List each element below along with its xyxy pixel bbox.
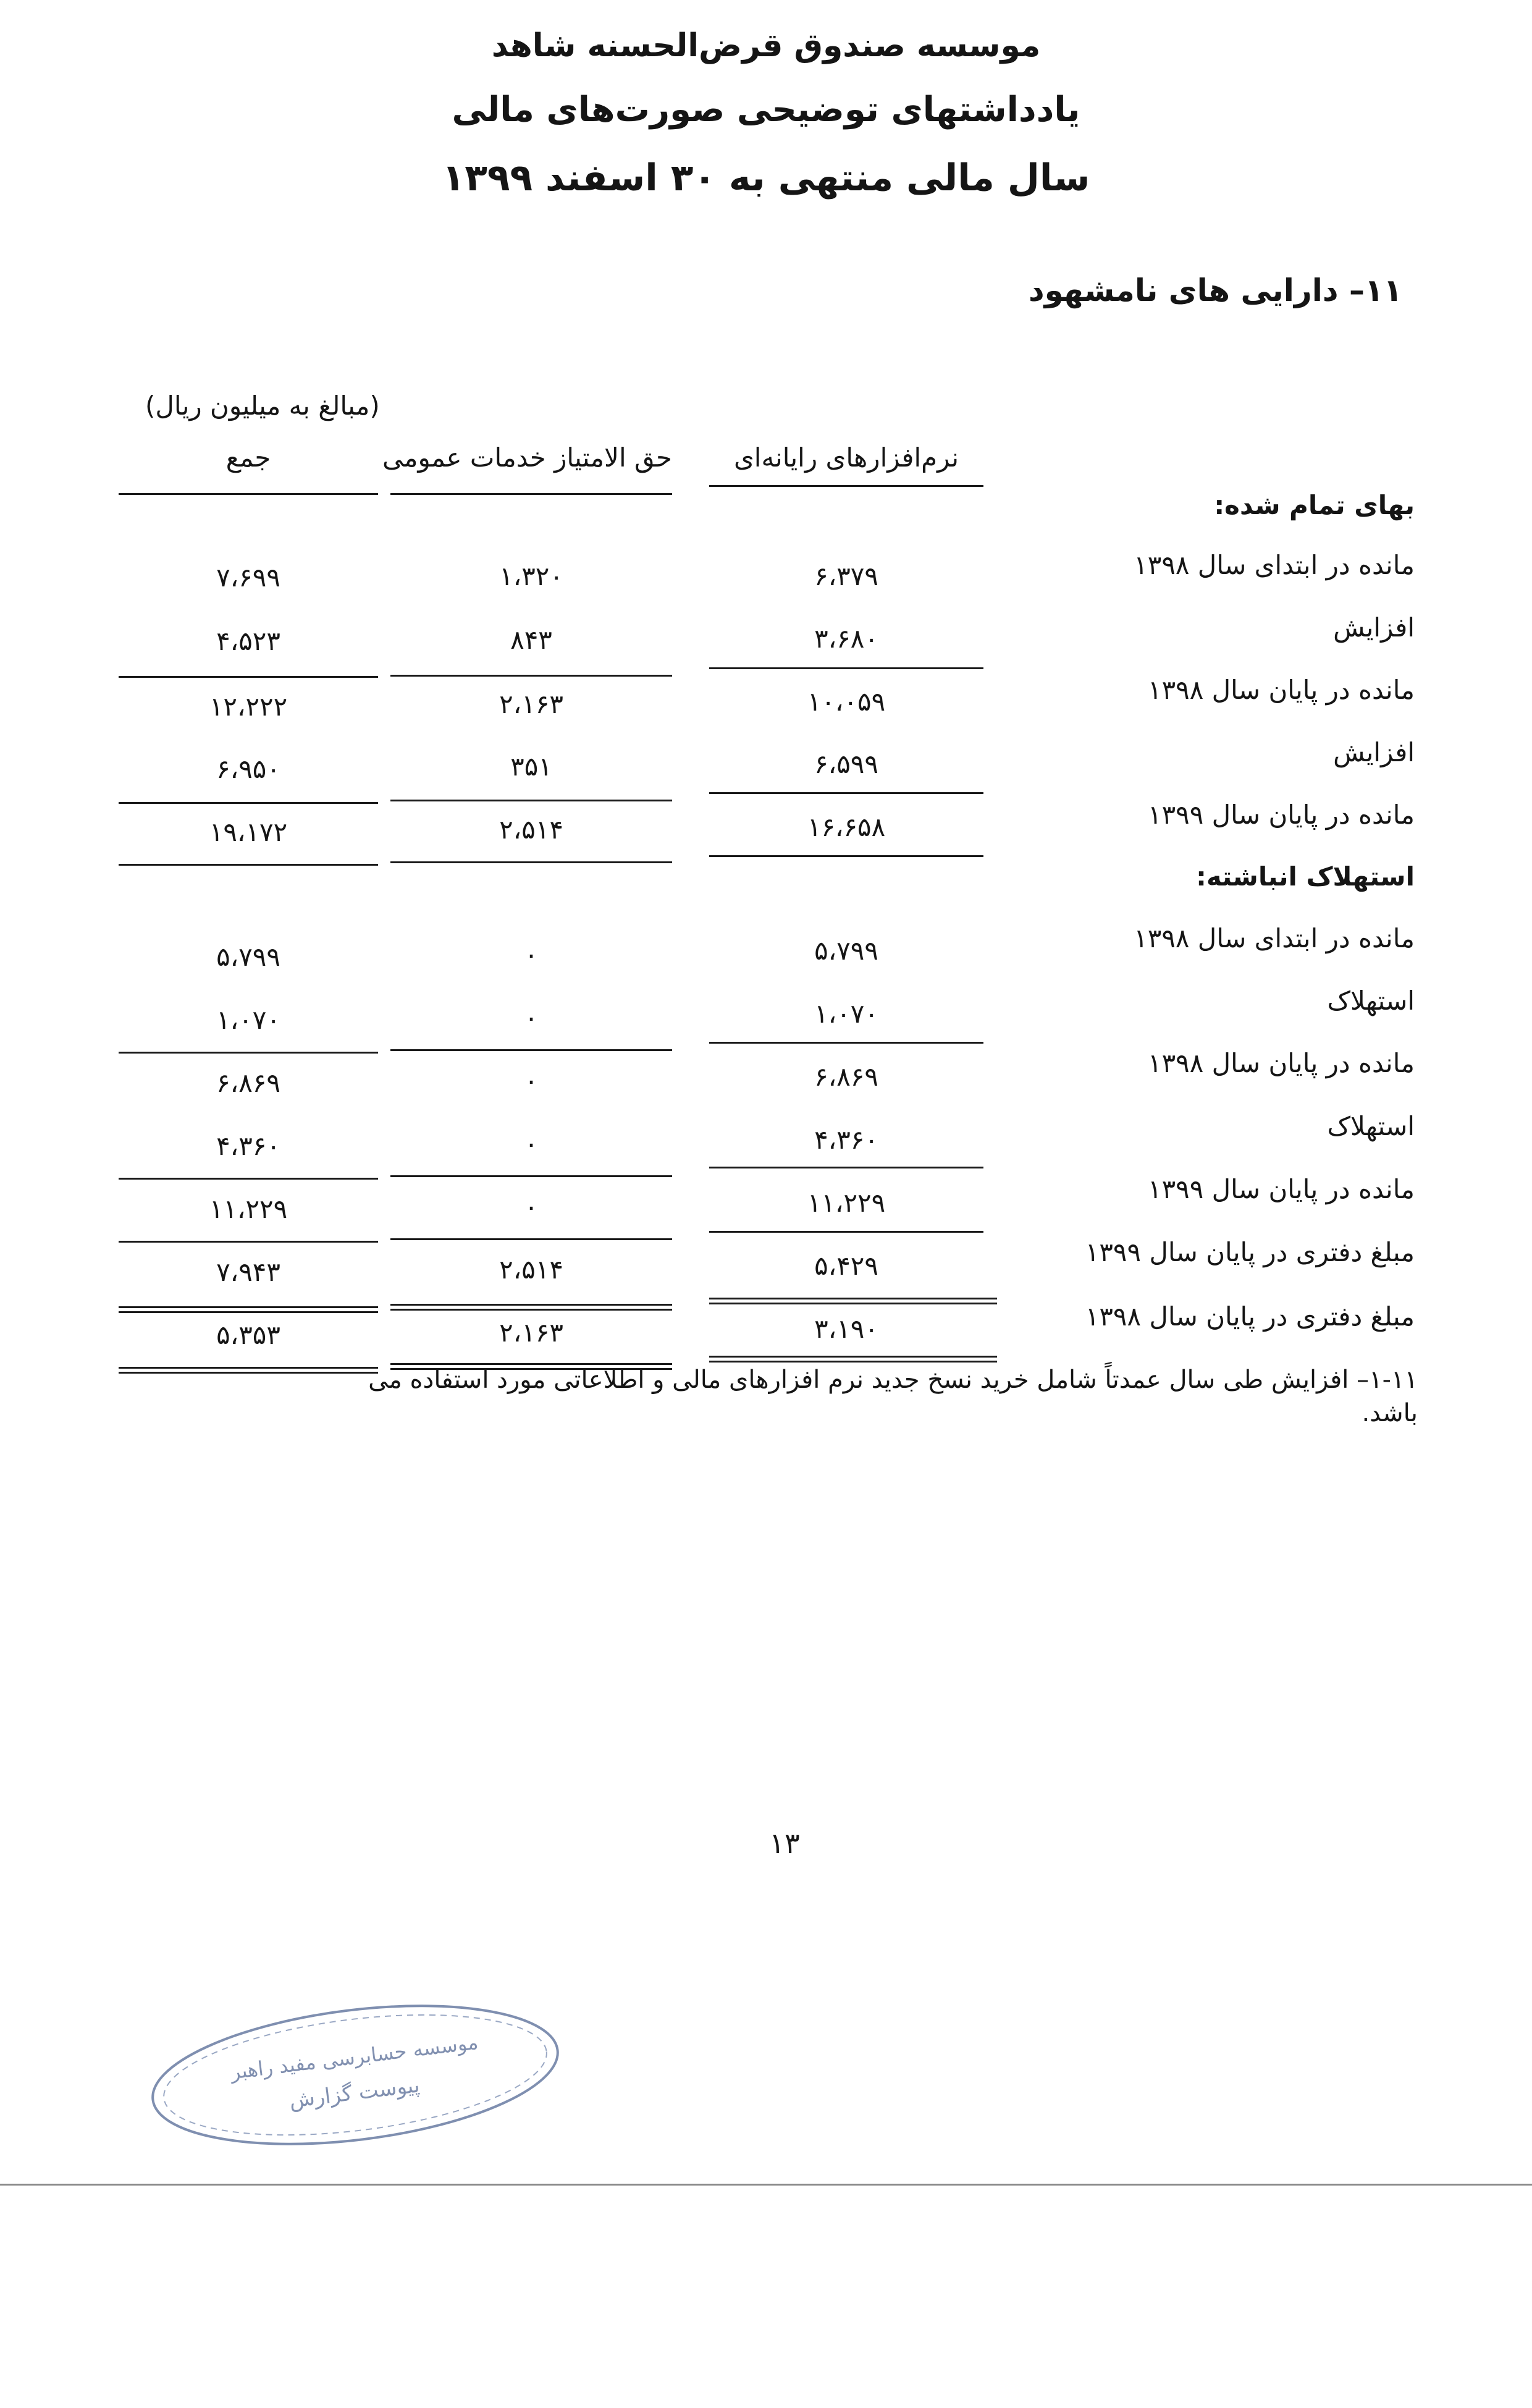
cell-franchise: ۲،۵۱۴ [499, 814, 563, 845]
total-rule [390, 861, 672, 863]
double-rule [119, 1367, 378, 1374]
double-rule [390, 1304, 672, 1311]
cell-total: ۱۹،۱۷۲ [209, 817, 288, 847]
row-label: مانده در ابتدای سال ۱۳۹۸ [1134, 923, 1415, 953]
row-label: مبلغ دفتری در پایان سال ۱۳۹۸ [1085, 1301, 1415, 1332]
amortization-heading: استهلاک انباشته: [1196, 861, 1415, 892]
row-label: مانده در ابتدای سال ۱۳۹۸ [1134, 550, 1415, 580]
stamp-line1: موسسه حسابرسی مفید راهبر [229, 2030, 480, 2084]
cell-total: ۷،۶۹۹ [216, 562, 280, 593]
cell-software: ۱۱،۲۲۹ [807, 1188, 886, 1218]
total-rule [709, 855, 983, 857]
cell-franchise: ۰ [524, 1002, 539, 1033]
cell-franchise: ۱،۳۲۰ [499, 561, 563, 591]
cell-total: ۵،۳۵۳ [216, 1320, 280, 1350]
cell-franchise: ۳۵۱ [510, 751, 552, 782]
organization-title: موسسه صندوق قرض‌الحسنه شاهد [491, 27, 1041, 64]
row-label: مبلغ دفتری در پایان سال ۱۳۹۹ [1085, 1237, 1415, 1267]
cell-software: ۶،۳۷۹ [814, 561, 878, 591]
cell-software: ۵،۷۹۹ [814, 936, 878, 966]
cell-software: ۱۰،۰۵۹ [807, 686, 886, 717]
cell-total: ۱،۰۷۰ [216, 1005, 280, 1035]
cell-franchise: ۲،۱۶۳ [499, 689, 563, 719]
cell-franchise: ۲،۱۶۳ [499, 1317, 563, 1348]
cell-total: ۶،۹۵۰ [216, 754, 280, 784]
subtotal-rule [390, 675, 672, 677]
cell-total: ۵،۷۹۹ [216, 942, 280, 972]
cell-software: ۱،۰۷۰ [814, 999, 878, 1029]
subtotal-rule [709, 792, 983, 794]
cell-software: ۵،۴۲۹ [814, 1251, 878, 1281]
cell-software: ۴،۳۶۰ [814, 1125, 878, 1155]
subtotal-rule [390, 1238, 672, 1240]
cell-software: ۶،۵۹۹ [814, 749, 878, 779]
cell-total: ۱۲،۲۲۲ [209, 691, 288, 722]
cell-total: ۷،۹۴۳ [216, 1257, 280, 1287]
row-label: افزایش [1333, 612, 1415, 643]
row-label: افزایش [1333, 737, 1415, 767]
row-label: استهلاک [1327, 986, 1415, 1016]
row-label: مانده در پایان سال ۱۳۹۹ [1148, 800, 1415, 830]
subtotal-rule [390, 1175, 672, 1177]
column-header-franchise: حق الامتیاز خدمات عمومی [382, 442, 672, 473]
cell-franchise: ۰ [524, 1128, 539, 1159]
units-note: (مبالغ به میلیون ریال) [145, 391, 380, 421]
cell-franchise: ۲،۵۱۴ [499, 1254, 563, 1285]
subtotal-rule [119, 1052, 378, 1054]
cell-software: ۱۶،۶۵۸ [807, 812, 886, 842]
row-label: مانده در پایان سال ۱۳۹۸ [1148, 675, 1415, 705]
subtotal-rule [119, 1241, 378, 1243]
subtotal-rule [390, 1049, 672, 1051]
footnote: ۱-۱۱– افزایش طی سال عمدتاً شامل خرید نسخ جدید نرم افزارهای مالی و اطلاعاتی مورد استفاده می باشد. [368, 1366, 1418, 1427]
column-header-total: جمع [225, 442, 271, 473]
document-title: یادداشتهای توضیحی صورت‌های مالی [452, 90, 1080, 130]
auditor-stamp [142, 1996, 568, 2150]
cell-software: ۳،۱۹۰ [814, 1314, 878, 1344]
subtotal-rule [709, 1042, 983, 1044]
scan-edge-rule [0, 2184, 1532, 2186]
subtotal-rule [709, 1167, 983, 1168]
cell-total: ۴،۳۶۰ [216, 1131, 280, 1161]
total-rule [119, 864, 378, 866]
row-label: استهلاک [1327, 1111, 1415, 1141]
row-label: مانده در پایان سال ۱۳۹۹ [1148, 1174, 1415, 1204]
row-label: مانده در پایان سال ۱۳۹۸ [1148, 1048, 1415, 1078]
double-rule [709, 1356, 997, 1362]
cost-heading: بهای تمام شده: [1214, 490, 1415, 520]
cell-software: ۳،۶۸۰ [814, 623, 878, 654]
stamp-line2: پیوست گزارش [287, 2072, 421, 2113]
column-header-rule [119, 493, 378, 495]
fiscal-period-title: سال مالی منتهی به ۳۰ اسفند ۱۳۹۹ [442, 156, 1090, 200]
subtotal-rule [119, 802, 378, 804]
cell-franchise: ۰ [524, 939, 539, 970]
double-rule [119, 1306, 378, 1313]
subtotal-rule [709, 1231, 983, 1233]
page-number: ۱۳ [769, 1827, 800, 1860]
double-rule [709, 1298, 997, 1304]
cell-franchise: ۰ [524, 1191, 539, 1222]
cell-franchise: ۰ [524, 1065, 539, 1096]
cell-software: ۶،۸۶۹ [814, 1062, 878, 1092]
column-header-rule [390, 493, 672, 495]
cell-total: ۴،۵۲۳ [216, 626, 280, 656]
cell-total: ۱۱،۲۲۹ [209, 1194, 288, 1224]
section-heading: ۱۱– دارایی های نامشهود [1028, 272, 1402, 308]
column-header-software: نرم‌افزارهای رایانه‌ای [733, 442, 959, 473]
cell-franchise: ۸۴۳ [510, 625, 552, 655]
subtotal-rule [119, 1178, 378, 1180]
cell-total: ۶،۸۶۹ [216, 1068, 280, 1098]
subtotal-rule [709, 667, 983, 669]
column-header-rule [709, 485, 983, 487]
subtotal-rule [390, 800, 672, 801]
subtotal-rule [119, 676, 378, 678]
